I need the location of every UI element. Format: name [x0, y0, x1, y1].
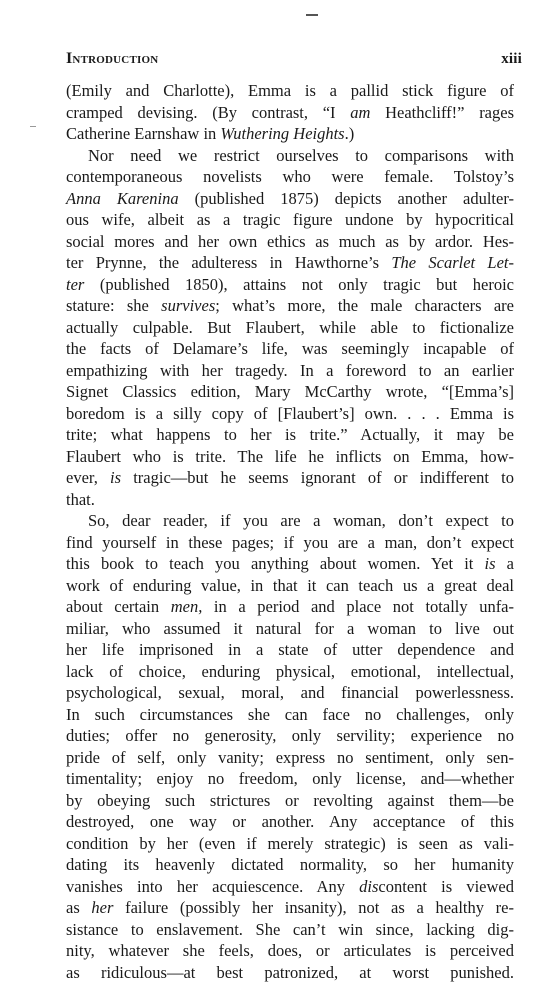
text-line: her life imprisoned in a state of utter dependence and — [66, 639, 514, 661]
text-line: that. — [66, 489, 514, 511]
text-line: ter Prynne, the adulteress in Hawthorne’s The Scarlet Let- — [66, 252, 514, 274]
text-line: In such circumstances she can face no challenges, only — [66, 704, 514, 726]
running-head — [66, 50, 522, 68]
text-line: empathizing with her tragedy. In a foreword to an earlier — [66, 360, 514, 382]
text-line: dating its heavenly dictated normality, so her humanity — [66, 854, 514, 876]
page-number: xiii — [501, 51, 522, 68]
text-line: ever, is tragic—but he seems ignorant of or indifferent to — [66, 467, 514, 489]
text-line: social mores and her own ethics as much as by ardor. Hes- — [66, 231, 514, 253]
text-line: ous wife, albeit as a tragic figure undone by hypocritical — [66, 209, 514, 231]
text-line: trite; what happens to her is trite.” Actually, it may be — [66, 424, 514, 446]
text-line: this book to teach you anything about women. Yet it is a — [66, 553, 514, 575]
text-line: Anna Karenina (published 1875) depicts another adulter- — [66, 188, 514, 210]
text-line: Signet Classics edition, Mary McCarthy wrote, “[Emma’s] — [66, 381, 514, 403]
text-line: psychological, sexual, moral, and financial powerlessness. — [66, 682, 514, 704]
text-line: as her failure (possibly her insanity), not as a healthy re- — [66, 897, 514, 919]
text-line: find yourself in these pages; if you are a man, don’t expect — [66, 532, 514, 554]
text-line: by obeying such strictures or revolting against them—be — [66, 790, 514, 812]
text-line: So, dear reader, if you are a woman, don’t expect to — [66, 510, 514, 532]
text-line: ter (published 1850), attains not only tragic but heroic — [66, 274, 514, 296]
text-line: Flaubert who is trite. The life he inflicts on Emma, how- — [66, 446, 514, 468]
text-line: as ridiculous—at best patronized, at worst punished. — [66, 962, 514, 983]
running-head-title: Introduction — [66, 50, 158, 68]
text-line: destroyed, one way or another. Any acceptance of this — [66, 811, 514, 833]
text-line: nity, whatever she feels, does, or articulates is perceived — [66, 940, 514, 962]
text-line: work of enduring value, in that it can teach us a great deal — [66, 575, 514, 597]
text-line: actually culpable. But Flaubert, while able to fictionalize — [66, 317, 514, 339]
text-line: the facts of Delamare’s life, was seemingly incapable of — [66, 338, 514, 360]
text-line: lack of choice, enduring physical, emotional, intellectual, — [66, 661, 514, 683]
text-line: miliar, who assumed it natural for a woman to live out — [66, 618, 514, 640]
text-line: vanishes into her acquiescence. Any discontent is viewed — [66, 876, 514, 898]
body-text — [66, 80, 514, 983]
text-line: cramped devising. (By contrast, “I am Heathcliff!” rages — [66, 102, 514, 124]
text-line: (Emily and Charlotte), Emma is a pallid stick figure of — [66, 80, 514, 102]
text-line: about certain men, in a period and place not totally unfa- — [66, 596, 514, 618]
text-line: pride of self, only vanity; express no sentiment, only sen- — [66, 747, 514, 769]
text-line: stature: she survives; what’s more, the male characters are — [66, 295, 514, 317]
text-line: condition by her (even if merely strategic) is seen as vali- — [66, 833, 514, 855]
page-top-mark — [306, 14, 318, 16]
text-line: sistance to enslavement. She can’t win since, lacking dig- — [66, 919, 514, 941]
margin-mark — [30, 126, 36, 127]
text-line: duties; offer no generosity, only servility; experience no — [66, 725, 514, 747]
text-line: contemporaneous novelists who were female. Tolstoy’s — [66, 166, 514, 188]
text-line: Catherine Earnshaw in Wuthering Heights.) — [66, 123, 514, 145]
text-line: timentality; enjoy no freedom, only license, and—whether — [66, 768, 514, 790]
text-line: Nor need we restrict ourselves to comparisons with — [66, 145, 514, 167]
text-line: boredom is a silly copy of [Flaubert’s] own. . . . Emma is — [66, 403, 514, 425]
